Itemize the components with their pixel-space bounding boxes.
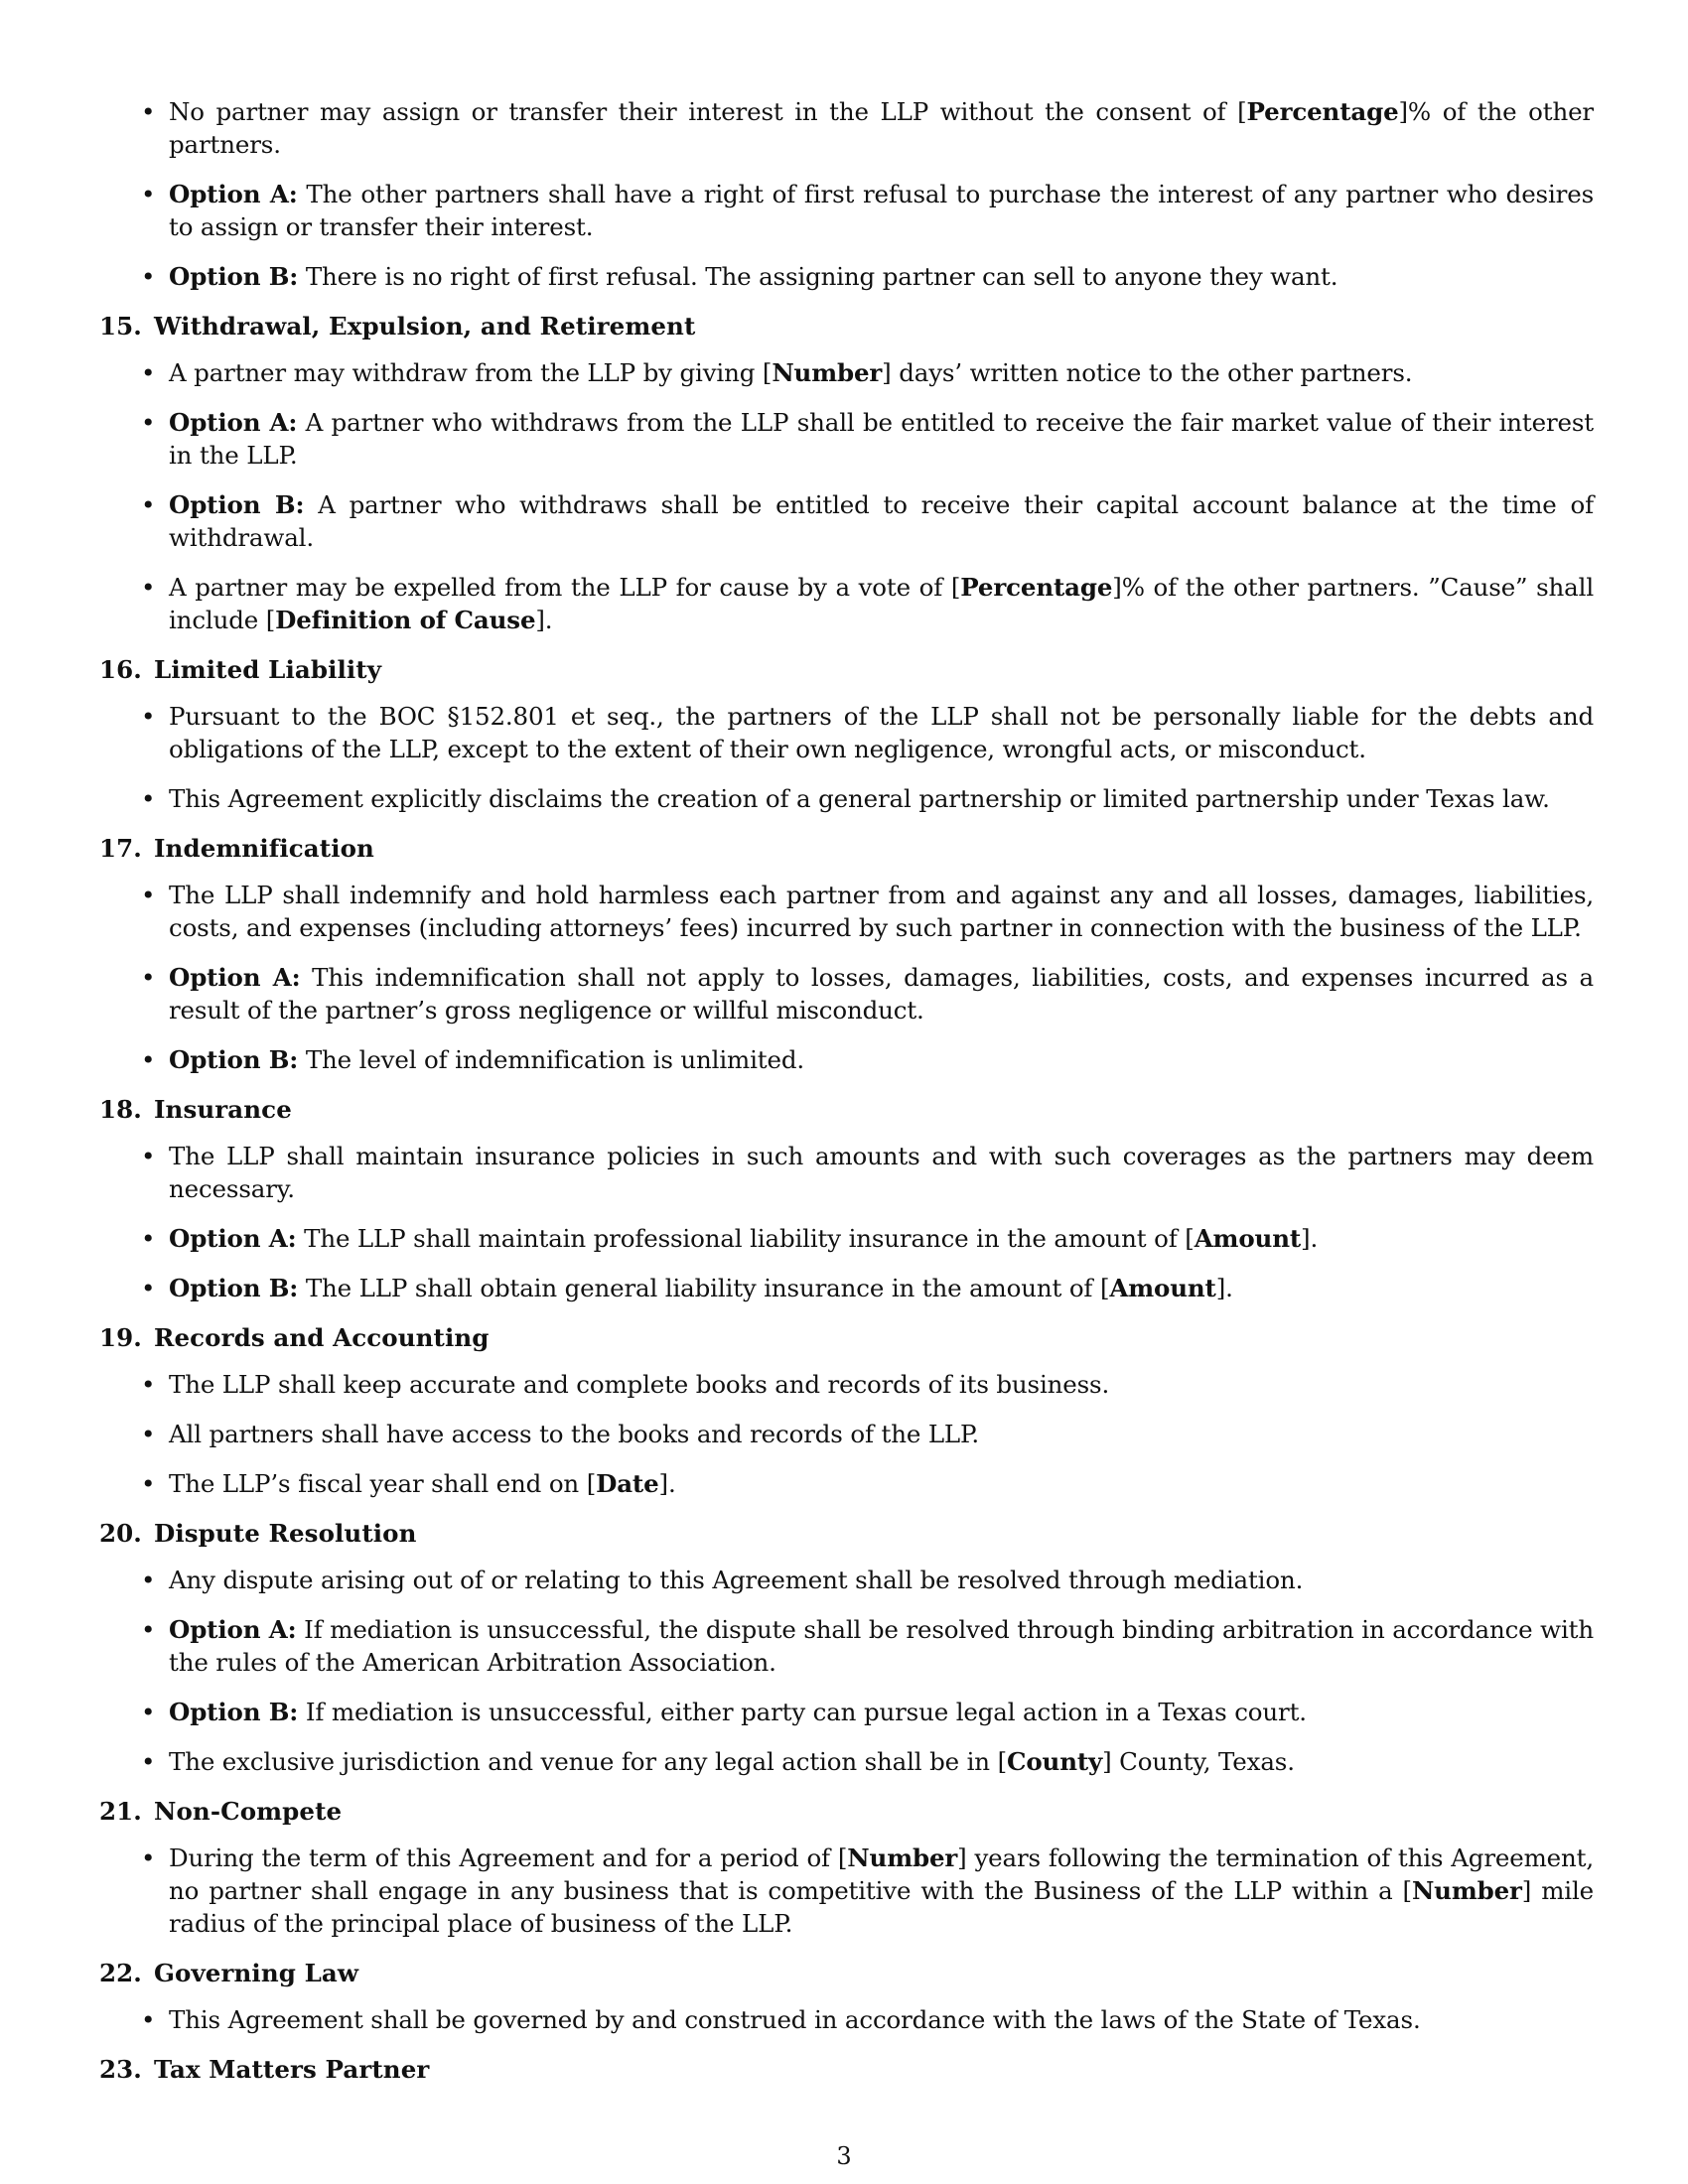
- section-number: 15.: [99, 312, 142, 341]
- option-label: Option B:: [169, 262, 299, 291]
- clause-text: ]% of the other partners.: [169, 97, 1594, 159]
- clause-item: [99, 879, 1594, 944]
- placeholder-field: Amount: [1109, 1274, 1216, 1302]
- section-title: Records and Accounting: [154, 1323, 490, 1352]
- clause-text: This indemnification shall not apply to losses, damages, liabilities, costs, and expenses incurred as a result of the partner’s gross negligence or willful misconduct.: [169, 963, 1595, 1024]
- clause-text: A partner who withdraws from the LLP shall be entitled to receive the fair market value of their interest in the LLP.: [169, 408, 1594, 470]
- section-clause-list: [99, 2003, 1594, 2036]
- placeholder-field: Amount: [1194, 1224, 1302, 1253]
- clause-item: [99, 1842, 1594, 1940]
- section-number: 16.: [99, 655, 142, 684]
- clause-item: [99, 95, 1594, 161]
- clause-text: The LLP shall keep accurate and complete books and records of its business.: [169, 1370, 1110, 1399]
- clause-text: The exclusive jurisdiction and venue for any legal action shall be in [: [169, 1747, 1007, 1776]
- option-label: Option B:: [169, 1274, 299, 1302]
- clause-text: ] mile radius of the principal place of business of the LLP.: [169, 1876, 1594, 1938]
- option-clause: [99, 488, 1594, 554]
- clause-item: [99, 1564, 1594, 1596]
- section-clause-list: [99, 879, 1594, 1076]
- option-label: Option A:: [169, 180, 298, 208]
- placeholder-field: Number: [772, 358, 883, 387]
- clause-text: The LLP shall obtain general liability insurance in the amount of [: [298, 1274, 1110, 1302]
- section-heading: [99, 1517, 1594, 1550]
- option-clause: [99, 961, 1594, 1026]
- option-clause: [99, 1696, 1594, 1728]
- clause-text: The level of indemnification is unlimited.: [298, 1045, 805, 1074]
- clause-item: [99, 1368, 1594, 1401]
- intro-list: [99, 95, 1594, 293]
- clause-text: ].: [1215, 1274, 1233, 1302]
- sections-container: [99, 310, 1594, 2086]
- clause-text: The LLP shall maintain insurance policies in such amounts and with such coverages as the partners may deem necessary.: [169, 1142, 1594, 1203]
- clause-text: If mediation is unsuccessful, either party can pursue legal action in a Texas court.: [298, 1698, 1307, 1726]
- section-title: Dispute Resolution: [154, 1519, 417, 1548]
- placeholder-field: Percentage: [960, 573, 1113, 602]
- section-clause-list: [99, 1140, 1594, 1304]
- clause-text: This Agreement shall be governed by and construed in accordance with the laws of the State of Texas.: [169, 2005, 1421, 2034]
- clause-text: ] days’ written notice to the other partners.: [882, 358, 1413, 387]
- clause-text: The other partners shall have a right of first refusal to purchase the interest of any partner who desires to assign or transfer their interest.: [169, 180, 1594, 241]
- option-clause: [99, 1222, 1594, 1255]
- section-number: 22.: [99, 1959, 142, 1987]
- option-clause: [99, 1613, 1594, 1679]
- section-heading: [99, 310, 1594, 342]
- option-label: Option A:: [169, 408, 298, 437]
- clause-text: All partners shall have access to the books and records of the LLP.: [169, 1420, 980, 1448]
- section-number: 18.: [99, 1095, 142, 1124]
- option-label: Option A:: [169, 1615, 297, 1644]
- section-heading: [99, 1321, 1594, 1354]
- placeholder-field: Date: [596, 1469, 659, 1498]
- clause-text: There is no right of first refusal. The assigning partner can sell to anyone they want.: [298, 262, 1338, 291]
- clause-text: ].: [535, 606, 553, 634]
- clause-text: The LLP shall maintain professional liability insurance in the amount of [: [296, 1224, 1195, 1253]
- section-title: Governing Law: [154, 1959, 359, 1987]
- section-clause-list: [99, 1368, 1594, 1500]
- section-heading: [99, 2053, 1594, 2086]
- section-heading: [99, 1795, 1594, 1828]
- placeholder-field: County: [1006, 1747, 1103, 1776]
- option-label: Option B:: [169, 490, 305, 519]
- clause-text: The LLP’s fiscal year shall end on [: [169, 1469, 597, 1498]
- section-clause-list: [99, 356, 1594, 636]
- section-title: Non-Compete: [154, 1797, 343, 1826]
- clause-item: [99, 1745, 1594, 1778]
- document-body: [99, 95, 1594, 2100]
- section-number: 19.: [99, 1323, 142, 1352]
- section-heading: [99, 653, 1594, 686]
- section-clause-list: [99, 700, 1594, 815]
- section-number: 23.: [99, 2055, 142, 2084]
- clause-text: This Agreement explicitly disclaims the creation of a general partnership or limited partnership under Texas law.: [169, 784, 1550, 813]
- section-clause-list: [99, 1842, 1594, 1940]
- section-title: Tax Matters Partner: [154, 2055, 430, 2084]
- clause-text: If mediation is unsuccessful, the dispute shall be resolved through binding arbitration in accordance with the rules of the American Arbitration Association.: [169, 1615, 1594, 1677]
- clause-text: A partner who withdraws shall be entitled to receive their capital account balance at the time of withdrawal.: [169, 490, 1594, 552]
- section-number: 17.: [99, 834, 142, 863]
- clause-text: A partner may withdraw from the LLP by giving [: [169, 358, 773, 387]
- clause-text: ]% of the other partners. ”Cause” shall include [: [169, 573, 1595, 634]
- placeholder-field: Definition of Cause: [275, 606, 536, 634]
- placeholder-field: Number: [847, 1843, 958, 1872]
- section-heading: [99, 832, 1594, 865]
- clause-item: [99, 571, 1594, 636]
- clause-item: [99, 1418, 1594, 1450]
- clause-text: During the term of this Agreement and for a period of [: [169, 1843, 848, 1872]
- clause-text: A partner may be expelled from the LLP for cause by a vote of [: [169, 573, 961, 602]
- section-number: 20.: [99, 1519, 142, 1548]
- clause-text: ] County, Texas.: [1102, 1747, 1295, 1776]
- clause-item: [99, 2003, 1594, 2036]
- clause-text: Pursuant to the BOC §152.801 et seq., the partners of the LLP shall not be personally liable for the debts and obligations of the LLP, except to the extent of their own negligence, wrongful acts, or misconduct.: [169, 702, 1594, 763]
- option-label: Option A:: [169, 963, 301, 992]
- section-number: 21.: [99, 1797, 142, 1826]
- option-label: Option B:: [169, 1045, 299, 1074]
- section-heading: [99, 1957, 1594, 1989]
- clause-item: [99, 700, 1594, 765]
- section-title: Withdrawal, Expulsion, and Retirement: [154, 312, 696, 341]
- clause-item: [99, 1140, 1594, 1205]
- placeholder-field: Number: [1411, 1876, 1522, 1905]
- page-number: 3: [836, 2142, 852, 2170]
- clause-text: ] years following the termination of this Agreement, no partner shall engage in any business that is competitive with the Business of the LLP within a [: [169, 1843, 1594, 1905]
- option-clause: [99, 260, 1594, 293]
- section-title: Insurance: [154, 1095, 292, 1124]
- section-title: Limited Liability: [154, 655, 382, 684]
- clause-text: No partner may assign or transfer their interest in the LLP without the consent of [: [169, 97, 1247, 126]
- placeholder-field: Percentage: [1246, 97, 1399, 126]
- option-clause: [99, 1272, 1594, 1304]
- option-label: Option A:: [169, 1224, 297, 1253]
- section-title: Indemnification: [154, 834, 374, 863]
- section-clause-list: [99, 1564, 1594, 1778]
- clause-text: Any dispute arising out of or relating to this Agreement shall be resolved through mediation.: [169, 1566, 1304, 1594]
- option-clause: [99, 1043, 1594, 1076]
- section-heading: [99, 1093, 1594, 1126]
- clause-item: [99, 782, 1594, 815]
- clause-text: The LLP shall indemnify and hold harmless each partner from and against any and all losses, damages, liabilities, costs, and expenses (including attorneys’ fees) incurred by such partner in connection with the business of the LLP.: [169, 881, 1594, 942]
- clause-text: ].: [1301, 1224, 1319, 1253]
- option-clause: [99, 178, 1594, 243]
- clause-text: ].: [658, 1469, 676, 1498]
- clause-item: [99, 356, 1594, 389]
- option-clause: [99, 406, 1594, 472]
- clause-item: [99, 1467, 1594, 1500]
- option-label: Option B:: [169, 1698, 299, 1726]
